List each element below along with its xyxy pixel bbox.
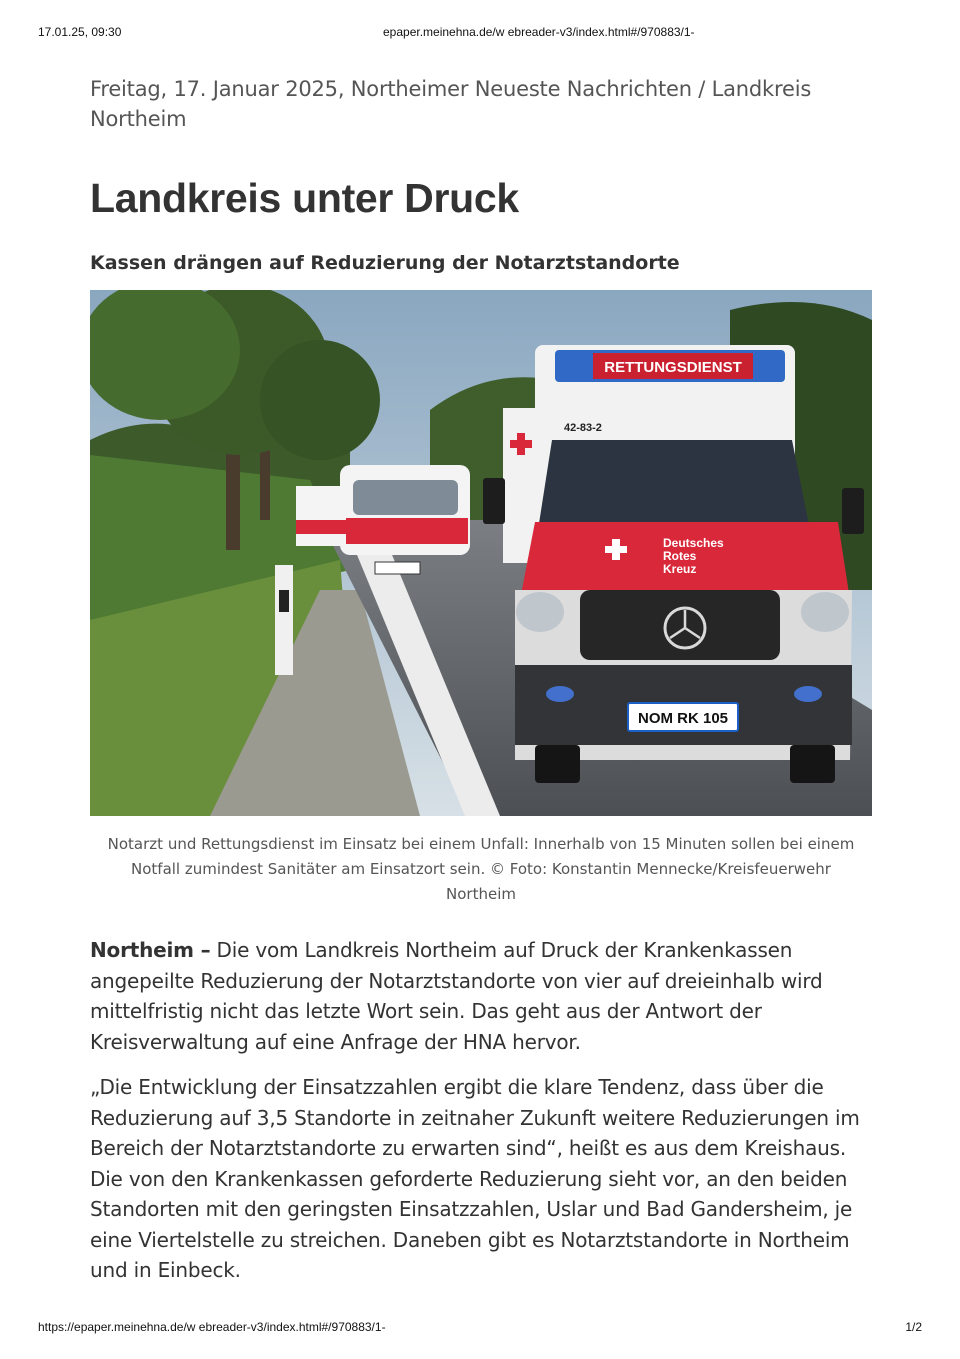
article-headline: Landkreis unter Druck — [90, 175, 519, 221]
vehicle-org-2: Rotes — [663, 549, 697, 563]
print-page-number: 1/2 — [905, 1320, 922, 1334]
article-paragraph: „Die Entwicklung der Einsatzzahlen ergibt die klare Tendenz, dass über die Reduzierung auf 3,5 Standorte in zeitnaher Zukunft weitere Reduzierungen im Bereich der Notarztstandorte zu erwarten sind“, heißt es aus dem Kreishaus. Die von den Krankenkassen geforderte Reduzierung sieht vor, an den beiden Standorten mit den geringsten Einsatzzahlen, Uslar und Bad Gandersheim, je eine Viertelstelle zu streichen. Daneben gibt es Notarztstandorte in Northeim und in Einbeck. — [90, 1075, 860, 1282]
print-datetime: 17.01.25, 09:30 — [38, 25, 122, 39]
print-footer-url: https://epaper.meinehna.de/w ebreader-v3/index.html#/970883/1- — [38, 1320, 386, 1334]
article-lead: Northeim – — [90, 938, 211, 962]
article-paragraph — [90, 935, 872, 1057]
vehicle-plate: NOM RK 105 — [637, 710, 729, 727]
vehicle-number: 42-83-2 — [564, 422, 602, 434]
vehicle-org-3: Kreuz — [663, 562, 697, 576]
article — [90, 74, 872, 1286]
print-footer — [38, 1320, 922, 1336]
article-dateline: Freitag, 17. Januar 2025, Northeimer Neueste Nachrichten / Landkreis Northeim — [90, 77, 812, 131]
article-paragraph-text: Die vom Landkreis Northeim auf Druck der Krankenkassen angepeilte Reduzierung der Notarztstandorte von vier auf dreieinhalb wird mittelfristig nicht das letzte Wort sein. Das geht aus der Antwort der Kreisverwaltung auf eine Anfrage der HNA hervor. — [90, 938, 823, 1054]
article-photo — [90, 290, 872, 816]
print-url: epaper.meinehna.de/w ebreader-v3/index.html#/970883/1- — [383, 25, 695, 39]
print-header — [38, 25, 922, 41]
photo-caption: Notarzt und Rettungsdienst im Einsatz bei einem Unfall: Innerhalb von 15 Minuten sollen bei einem Notfall zumindest Sanitäter am Einsatzort sein. © Foto: Konstantin Mennecke/Kreisfeuerwehr Northeim — [107, 835, 855, 903]
vehicle-org-1: Deutsches — [663, 536, 724, 550]
article-subheadline: Kassen drängen auf Reduzierung der Notarztstandorte — [90, 252, 680, 274]
article-body — [90, 935, 872, 1286]
vehicle-sign: RETTUNGSDIENST — [604, 359, 742, 376]
